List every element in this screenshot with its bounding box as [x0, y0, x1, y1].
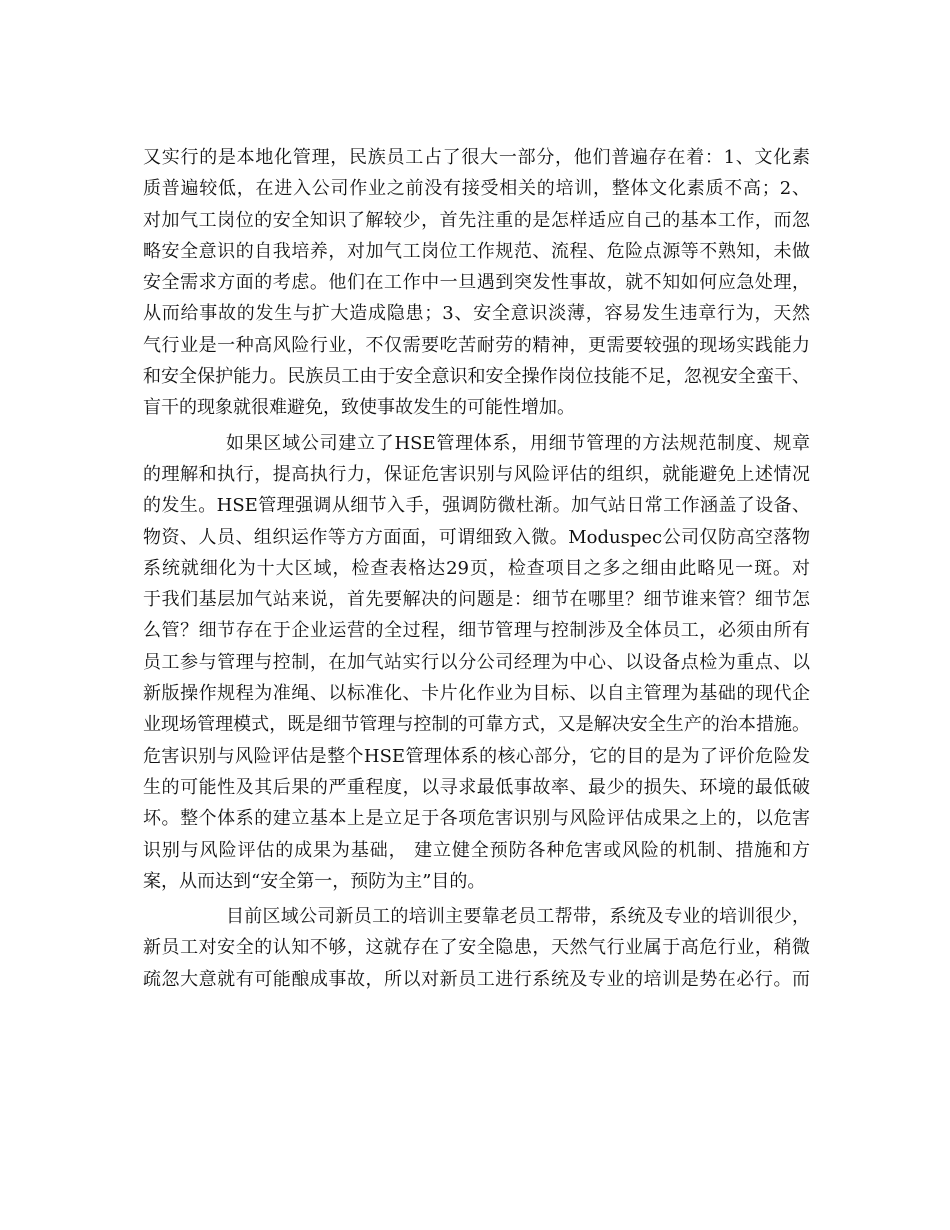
text-line: 物资、人员、组织运作等方方面面，可谓细致入微。Moduspec公司仅防高空落物	[143, 526, 810, 548]
text-line: 么管？细节存在于企业运营的全过程，细节管理与控制涉及全体员工，必须由所有	[143, 620, 810, 642]
text-line: 质普遍较低，在进入公司作业之前没有接受相关的培训，整体文化素质不高；2、	[143, 178, 810, 200]
paragraph-2	[143, 428, 810, 897]
text-line: 案，从而达到“安全第一，预防为主”目的。	[143, 870, 486, 892]
paragraph-3	[143, 901, 810, 995]
text-line: 和安全保护能力。民族员工由于安全意识和安全操作岗位技能不足，忽视安全蛮干、	[143, 366, 810, 388]
text-line: 新员工对安全的认知不够，这就存在了安全隐患，天然气行业属于高危行业，稍微	[143, 937, 810, 959]
text-line: 对加气工岗位的安全知识了解较少，首先注重的是怎样适应自己的基本工作，而忽	[143, 209, 810, 231]
text-line: 坏。整个体系的建立基本上是立足于各项危害识别与风险评估成果之上的，以危害	[143, 808, 810, 830]
text-line: 业现场管理模式，既是细节管理与控制的可靠方式，又是解决安全生产的治本措施。	[143, 714, 810, 736]
text-line: 疏忽大意就有可能酿成事故，所以对新员工进行系统及专业的培训是势在必行。而	[143, 968, 810, 990]
paragraph-1	[143, 142, 810, 424]
text-line: 员工参与管理与控制，在加气站实行以分公司经理为中心、以设备点检为重点、以	[143, 651, 810, 673]
text-line: 的发生。HSE管理强调从细节入手，强调防微杜渐。加气站日常工作涵盖了设备、	[143, 495, 810, 517]
text-line: 又实行的是本地化管理，民族员工占了很大一部分，他们普遍存在着：1、文化素	[143, 147, 810, 168]
text-line: 从而给事故的发生与扩大造成隐患；3、安全意识淡薄，容易发生违章行为，天然	[143, 303, 810, 325]
text-line: 如果区域公司建立了HSE管理体系，用细节管理的方法规范制度、规章	[226, 432, 810, 454]
text-line: 于我们基层加气站来说，首先要解决的问题是：细节在哪里？细节谁来管？细节怎	[143, 589, 810, 611]
text-line: 目前区域公司新员工的培训主要靠老员工帮带，系统及专业的培训很少，	[226, 906, 810, 928]
text-line: 气行业是一种高风险行业，不仅需要吃苦耐劳的精神，更需要较强的现场实践能力	[143, 334, 810, 356]
text-line: 新版操作规程为准绳、以标准化、卡片化作业为目标、以自主管理为基础的现代企	[143, 683, 810, 705]
text-line: 生的可能性及其后果的严重程度，以寻求最低事故率、最少的损失、环境的最低破	[143, 776, 810, 798]
text-line: 的理解和执行，提高执行力，保证危害识别与风险评估的组织，就能避免上述情况	[143, 463, 810, 485]
text-line: 安全需求方面的考虑。他们在工作中一旦遇到突发性事故，就不知如何应急处理，	[143, 272, 810, 294]
text-line: 危害识别与风险评估是整个HSE管理体系的核心部分，它的目的是为了评价危险发	[143, 745, 810, 767]
document-body	[143, 142, 810, 995]
text-line: 系统就细化为十大区域，检查表格达29页，检查项目之多之细由此略见一斑。对	[143, 557, 810, 579]
text-line: 识别与风险评估的成果为基础， 建立健全预防各种危害或风险的机制、措施和方	[143, 839, 810, 861]
text-line: 略安全意识的自我培养，对加气工岗位工作规范、流程、危险点源等不熟知，未做	[143, 240, 810, 262]
text-line: 盲干的现象就很难避免，致使事故发生的可能性增加。	[143, 397, 575, 419]
